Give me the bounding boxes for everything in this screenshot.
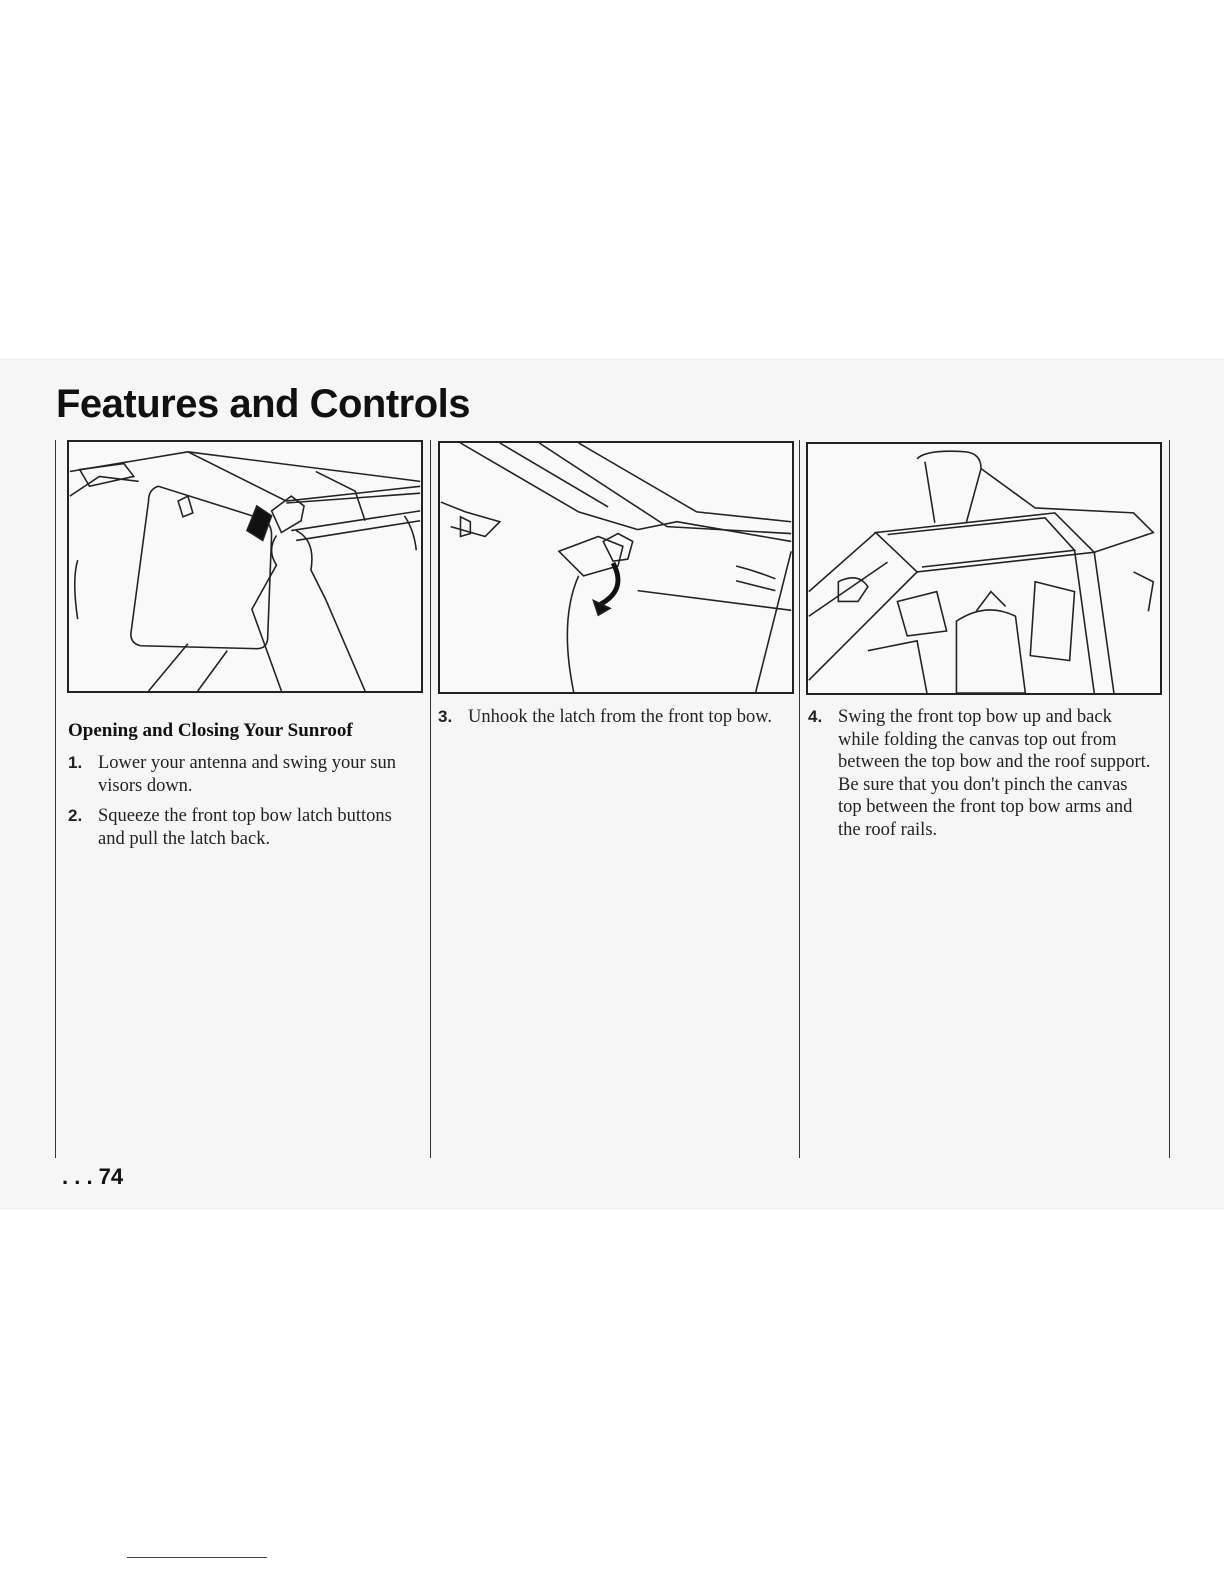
column-rule-2 bbox=[799, 440, 800, 1158]
step-text: Swing the front top bow up and back while folding the canvas top out from between the top bow and the roof support. Be sure that you don't pinch the canvas top between the front top bow arms and the roof rails. bbox=[838, 707, 1151, 840]
page-title: Features and Controls bbox=[56, 382, 471, 426]
step-3 bbox=[438, 706, 778, 729]
step-number: 2. bbox=[68, 806, 83, 825]
illustration-unhook-latch bbox=[438, 441, 794, 694]
step-text: Lower your antenna and swing your sun visors down. bbox=[98, 753, 396, 796]
illustration-swing-top-bow bbox=[806, 442, 1162, 695]
step-number: 3. bbox=[438, 707, 453, 726]
step-number: 4. bbox=[808, 707, 823, 726]
page-number: . . . 74 bbox=[62, 1164, 124, 1189]
column-rule-right bbox=[1169, 440, 1170, 1158]
step-4 bbox=[808, 706, 1153, 841]
step-1 bbox=[68, 752, 408, 797]
section-heading: Opening and Closing Your Sunroof bbox=[68, 720, 353, 741]
illustration-visor-latch bbox=[67, 440, 423, 693]
column-rule-left bbox=[55, 440, 56, 1158]
column-rule-1 bbox=[430, 440, 431, 1158]
step-2 bbox=[68, 805, 408, 850]
link-underline[interactable] bbox=[127, 1557, 267, 1558]
step-text: Unhook the latch from the front top bow. bbox=[468, 707, 772, 727]
step-text: Squeeze the front top bow latch buttons and pull the latch back. bbox=[98, 806, 392, 849]
step-number: 1. bbox=[68, 753, 83, 772]
